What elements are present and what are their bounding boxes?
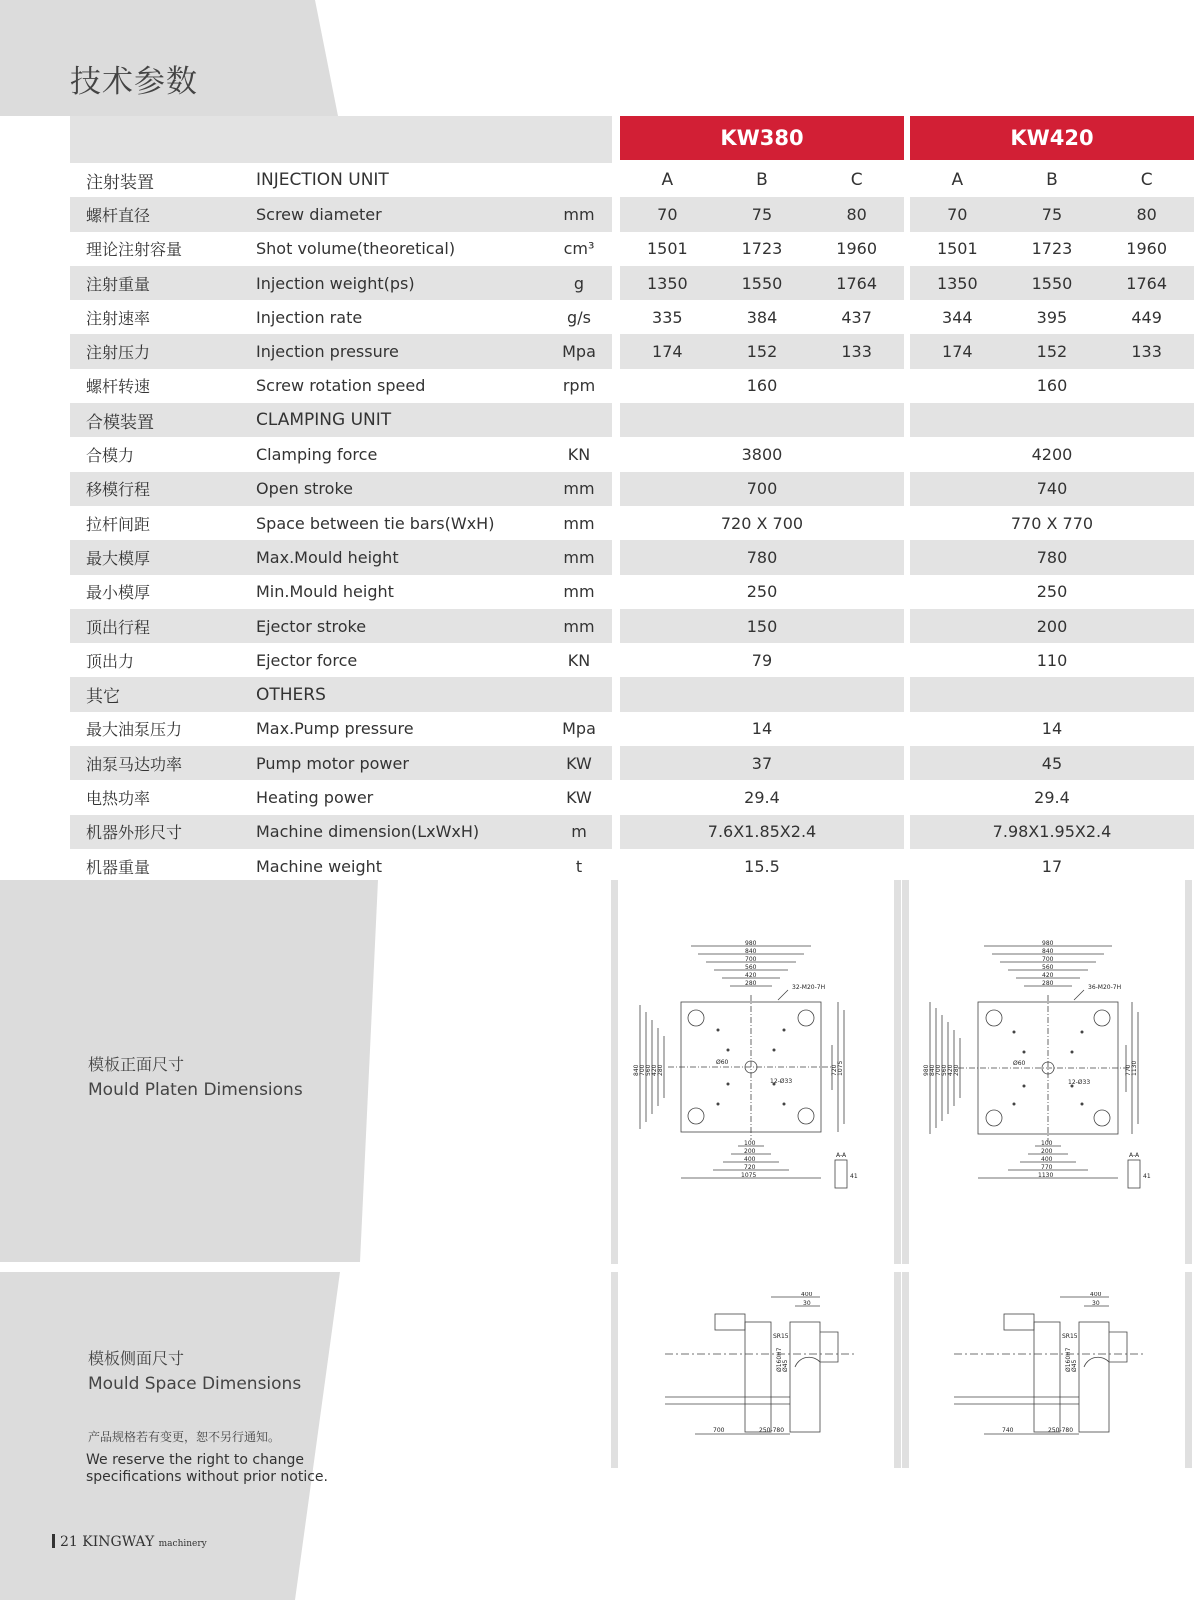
dim-text: 980	[745, 940, 757, 947]
spacer	[612, 746, 620, 780]
param-name-cn: 移模行程	[70, 472, 256, 506]
param-name-en: Max.Mould height	[256, 540, 546, 574]
dim-text: 840	[633, 1064, 640, 1076]
param-name-en: Screw diameter	[256, 197, 546, 231]
spec-row	[70, 232, 1194, 266]
value-kw420: 17	[1041, 856, 1063, 876]
param-name-cn: 螺杆转速	[86, 377, 151, 397]
dim-text: 100	[744, 1140, 756, 1147]
param-name-cn: 机器重量	[86, 857, 151, 877]
sr-label: SR15	[773, 1333, 789, 1340]
value-kw380: 7.6X1.85X2.4	[620, 815, 904, 849]
spec-row	[70, 849, 1194, 883]
center-label: Ø60	[1013, 1060, 1026, 1067]
page-number: 21	[60, 1534, 78, 1550]
table-header-row	[70, 116, 1194, 163]
dim-text: 200	[1041, 1148, 1053, 1155]
thread-label: 32-M20-7H	[792, 984, 826, 991]
spacer	[612, 540, 620, 574]
value-kw420: 110	[1036, 650, 1068, 670]
value-kw380: C	[850, 170, 863, 191]
value-kw420: 160	[1036, 376, 1068, 396]
param-name-en: Injection pressure	[256, 334, 546, 368]
spacer	[612, 334, 620, 368]
spec-row	[70, 712, 1194, 746]
dim-text: 280	[1042, 980, 1054, 987]
page-title: 技术参数	[70, 64, 198, 100]
value-kw380: 700	[620, 472, 904, 506]
holes-label: 12-Ø33	[770, 1078, 793, 1085]
dim-text: 1130	[1038, 1172, 1054, 1179]
value-kw420: 1550	[1005, 266, 1100, 300]
param-unit	[546, 677, 612, 711]
spec-row	[70, 746, 1194, 780]
param-name-en: Screw rotation speed	[256, 376, 426, 396]
param-name-en: Space between tie bars(WxH)	[256, 513, 495, 533]
param-unit	[546, 163, 612, 197]
value-kw420	[910, 403, 1194, 437]
spec-row	[70, 677, 1194, 711]
bore-label-2: Ø45	[1071, 1359, 1078, 1372]
spacer	[612, 815, 620, 849]
param-unit: t	[575, 856, 583, 876]
dim-text: 700	[745, 956, 757, 963]
value-kw420: 770 X 770	[1010, 513, 1094, 533]
dim-text: 700	[1042, 956, 1054, 963]
dim-text: 100	[1041, 1140, 1053, 1147]
dim-text: 30	[1092, 1300, 1100, 1307]
value-kw420: B	[1046, 170, 1058, 191]
value-kw420: 80	[1099, 197, 1194, 231]
spec-row	[70, 197, 1194, 231]
dim-text: 30	[803, 1300, 811, 1307]
value-kw420: 14	[1041, 719, 1063, 739]
param-unit: Mpa	[546, 334, 612, 368]
param-name-cn: 理论注射容量	[86, 240, 183, 260]
dim-text: 420	[1042, 972, 1054, 979]
dim-text: 700	[935, 1064, 942, 1076]
value-kw380: 80	[809, 197, 904, 231]
section-label: A-A	[836, 1152, 847, 1159]
spacer	[612, 609, 620, 643]
value-kw380: 79	[751, 650, 773, 670]
space-drawing-kw380	[655, 1292, 871, 1442]
spec-row	[70, 643, 1194, 677]
footer-bar	[52, 1534, 55, 1548]
value-kw420: 200	[910, 609, 1194, 643]
param-name-cn: 顶出力	[86, 651, 135, 671]
dim-text: 41	[1143, 1173, 1151, 1180]
param-unit: mm	[546, 472, 612, 506]
spacer	[612, 677, 620, 711]
bore-label-2: Ø45	[782, 1359, 789, 1372]
platen-label-cn: 模板正面尺寸	[88, 1055, 185, 1074]
dim-text: 280	[953, 1064, 960, 1076]
value-kw420: 45	[910, 746, 1194, 780]
param-name-cn: 注射压力	[70, 334, 256, 368]
value-kw380: 1501	[646, 239, 688, 259]
value-kw380: 133	[809, 334, 904, 368]
value-kw420: 250	[1036, 582, 1068, 602]
param-name-cn: 注射装置	[86, 172, 154, 193]
param-name-en: Min.Mould height	[256, 582, 394, 602]
dim-text: 1130	[1131, 1060, 1138, 1076]
dim-text: 420	[745, 972, 757, 979]
dim-text: 740	[1002, 1427, 1014, 1434]
param-name-en: Injection weight(ps)	[256, 266, 546, 300]
dim-text: 280	[745, 980, 757, 987]
dim-text: 420	[947, 1064, 954, 1076]
spec-row	[70, 437, 1194, 471]
value-kw420: 1723	[1031, 239, 1073, 259]
value-kw420: 395	[1036, 307, 1068, 327]
notice-cn: 产品规格若有变更，恕不另行通知。	[88, 1430, 281, 1444]
spec-row	[70, 163, 1194, 197]
brand-sub: machinery	[158, 1539, 207, 1549]
dim-text: 420	[651, 1064, 658, 1076]
param-name-cn: 其它	[70, 677, 256, 711]
value-kw420: 70	[910, 197, 1005, 231]
value-kw420: 780	[910, 540, 1194, 574]
value-kw380: 1350	[620, 266, 715, 300]
value-kw380: B	[756, 170, 768, 191]
param-unit: cm³	[563, 239, 595, 259]
spec-row	[70, 575, 1194, 609]
param-name-en: Injection rate	[256, 307, 363, 327]
spacer	[612, 506, 620, 540]
param-name-cn: 合模装置	[70, 403, 256, 437]
spacer	[612, 575, 620, 609]
spec-row	[70, 815, 1194, 849]
param-unit: mm	[563, 513, 595, 533]
dim-text: 250-780	[1048, 1427, 1074, 1434]
value-kw420: 1350	[910, 266, 1005, 300]
param-unit: KW	[566, 787, 592, 807]
param-name-en: Machine dimension(LxWxH)	[256, 815, 546, 849]
spacer	[612, 369, 620, 403]
param-name-cn: 油泵马达功率	[70, 746, 256, 780]
param-name-en: Ejector stroke	[256, 609, 546, 643]
dim-text: 560	[745, 964, 757, 971]
dim-text: 560	[645, 1064, 652, 1076]
value-kw380: A	[661, 170, 674, 191]
value-kw380: 384	[746, 307, 778, 327]
dim-text: 560	[1042, 964, 1054, 971]
param-name-cn: 最大模厚	[70, 540, 256, 574]
param-name-cn: 顶出行程	[70, 609, 256, 643]
param-name-cn: 注射速率	[86, 308, 151, 328]
param-name-cn: 合模力	[86, 446, 135, 466]
dim-text: 700	[639, 1064, 646, 1076]
value-kw380: 70	[620, 197, 715, 231]
spacer	[612, 266, 620, 300]
param-unit: g/s	[567, 307, 591, 327]
value-kw380: 1960	[836, 239, 877, 259]
value-kw420: 1960	[1126, 239, 1167, 259]
value-kw380: 37	[620, 746, 904, 780]
value-kw420: 7.98X1.95X2.4	[910, 815, 1194, 849]
value-kw420: 1764	[1099, 266, 1194, 300]
spacer	[612, 643, 620, 677]
param-unit: KN	[567, 445, 591, 465]
param-unit: m	[546, 815, 612, 849]
dim-text: 700	[713, 1427, 725, 1434]
value-kw420: C	[1140, 170, 1153, 191]
param-name-en: Ejector force	[256, 650, 358, 670]
value-kw380: 174	[620, 334, 715, 368]
spec-row	[70, 300, 1194, 334]
platen-drawing-kw420	[918, 940, 1174, 1210]
spec-row	[70, 403, 1194, 437]
param-unit: KN	[567, 650, 591, 670]
param-name-en: Shot volume(theoretical)	[256, 239, 456, 259]
param-unit: Mpa	[562, 719, 596, 739]
param-unit: rpm	[562, 376, 596, 396]
spacer	[612, 780, 620, 814]
value-kw380: 75	[715, 197, 810, 231]
value-kw420: 4200	[1031, 445, 1073, 465]
value-kw380	[620, 677, 904, 711]
param-name-en: Clamping force	[256, 445, 378, 465]
dim-text: 840	[929, 1064, 936, 1076]
param-unit: g	[546, 266, 612, 300]
value-kw420: 174	[910, 334, 1005, 368]
value-kw420: 740	[910, 472, 1194, 506]
spacer	[612, 232, 620, 266]
value-kw380: 29.4	[744, 787, 780, 807]
param-name-en: Open stroke	[256, 472, 546, 506]
platen-label-en: Mould Platen Dimensions	[88, 1080, 303, 1100]
thread-label: 36-M20-7H	[1088, 984, 1122, 991]
spacer	[612, 403, 620, 437]
spec-row	[70, 334, 1194, 368]
dim-text: 980	[1042, 940, 1054, 947]
space-label-en: Mould Space Dimensions	[88, 1374, 302, 1394]
spacer	[612, 197, 620, 231]
param-unit: mm	[546, 609, 612, 643]
param-name-cn: 注射重量	[70, 266, 256, 300]
space-label-cn: 模板侧面尺寸	[88, 1349, 185, 1368]
param-name-cn: 最大油泵压力	[86, 720, 183, 740]
value-kw380: 150	[620, 609, 904, 643]
spacer	[612, 712, 620, 746]
dim-text: 200	[744, 1148, 756, 1155]
param-name-cn: 螺杆直径	[70, 197, 256, 231]
value-kw420: 449	[1131, 307, 1162, 327]
page-footer	[52, 1534, 207, 1550]
dim-text: 770	[1041, 1164, 1053, 1171]
dim-text: 770	[1125, 1064, 1132, 1076]
notice-en: We reserve the right to change specifications without prior notice.	[86, 1452, 328, 1485]
dim-text: 1075	[837, 1060, 844, 1076]
param-unit: mm	[546, 540, 612, 574]
spacer	[612, 849, 620, 883]
platen-drawing-kw380	[628, 940, 884, 1210]
dim-text: 400	[1041, 1156, 1053, 1163]
value-kw380: 1764	[809, 266, 904, 300]
value-kw380: 1550	[715, 266, 810, 300]
param-name-en: Heating power	[256, 787, 374, 807]
dim-text: 41	[850, 1173, 858, 1180]
spec-row	[70, 609, 1194, 643]
dim-text: 840	[745, 948, 757, 955]
value-kw380: 437	[841, 307, 872, 327]
model-header-kw380: KW380	[620, 116, 904, 163]
spec-table	[70, 116, 1194, 883]
spec-row	[70, 472, 1194, 506]
param-name-cn: 电热功率	[86, 788, 151, 808]
brand-name: KINGWAY	[82, 1534, 155, 1550]
param-unit	[546, 403, 612, 437]
dim-text: 720	[744, 1164, 756, 1171]
center-label: Ø60	[716, 1059, 729, 1066]
value-kw420: 152	[1005, 334, 1100, 368]
dim-text: 400	[1090, 1292, 1102, 1298]
param-name-cn: 拉杆间距	[86, 514, 151, 534]
value-kw420: 29.4	[1034, 787, 1070, 807]
spec-row	[70, 369, 1194, 403]
dim-text: 720	[831, 1064, 838, 1076]
spec-row	[70, 780, 1194, 814]
holes-label: 12-Ø33	[1068, 1079, 1091, 1086]
bore-label: Ø160H7	[1065, 1347, 1072, 1372]
param-name-en: INJECTION UNIT	[256, 170, 389, 191]
param-name-cn: 机器外形尺寸	[70, 815, 256, 849]
value-kw420: 1501	[936, 239, 978, 259]
dim-text: 400	[744, 1156, 756, 1163]
value-kw380: 152	[715, 334, 810, 368]
sr-label: SR15	[1062, 1333, 1078, 1340]
dim-text: 560	[941, 1064, 948, 1076]
param-unit: KW	[546, 746, 612, 780]
value-kw380: 720 X 700	[720, 513, 804, 533]
value-kw420: 75	[1005, 197, 1100, 231]
model-header-kw420: KW420	[910, 116, 1194, 163]
param-name-cn: 最小模厚	[86, 583, 151, 603]
spacer	[612, 472, 620, 506]
param-name-en: Pump motor power	[256, 746, 546, 780]
spec-row	[70, 266, 1194, 300]
value-kw380: 780	[620, 540, 904, 574]
value-kw420: 344	[942, 307, 973, 327]
dim-text: 840	[1042, 948, 1054, 955]
param-name-en: OTHERS	[256, 677, 546, 711]
value-kw380: 160	[746, 376, 778, 396]
dim-text: 400	[801, 1292, 813, 1298]
param-name-en: CLAMPING UNIT	[256, 403, 546, 437]
spec-row	[70, 540, 1194, 574]
param-unit: mm	[546, 197, 612, 231]
value-kw380	[620, 403, 904, 437]
value-kw380: 3800	[741, 445, 783, 465]
value-kw420	[910, 677, 1194, 711]
param-unit: mm	[563, 582, 595, 602]
value-kw380: 15.5	[744, 856, 780, 876]
dim-text: 1075	[741, 1172, 757, 1179]
spacer	[612, 163, 620, 197]
dim-text: 280	[657, 1064, 664, 1076]
spec-row	[70, 506, 1194, 540]
value-kw380: 250	[746, 582, 778, 602]
spacer	[612, 300, 620, 334]
param-name-en: Max.Pump pressure	[256, 719, 414, 739]
param-name-en: Machine weight	[256, 856, 383, 876]
value-kw420: 133	[1099, 334, 1194, 368]
dim-text: 250-780	[759, 1427, 785, 1434]
value-kw380: 14	[751, 719, 773, 739]
value-kw380: 335	[652, 307, 683, 327]
dim-text: 980	[923, 1064, 930, 1076]
value-kw380: 1723	[741, 239, 783, 259]
space-drawing-kw420	[944, 1292, 1160, 1442]
bore-label: Ø160H7	[776, 1347, 783, 1372]
spacer	[612, 437, 620, 471]
value-kw420: A	[951, 170, 964, 191]
section-label: A-A	[1129, 1152, 1140, 1159]
